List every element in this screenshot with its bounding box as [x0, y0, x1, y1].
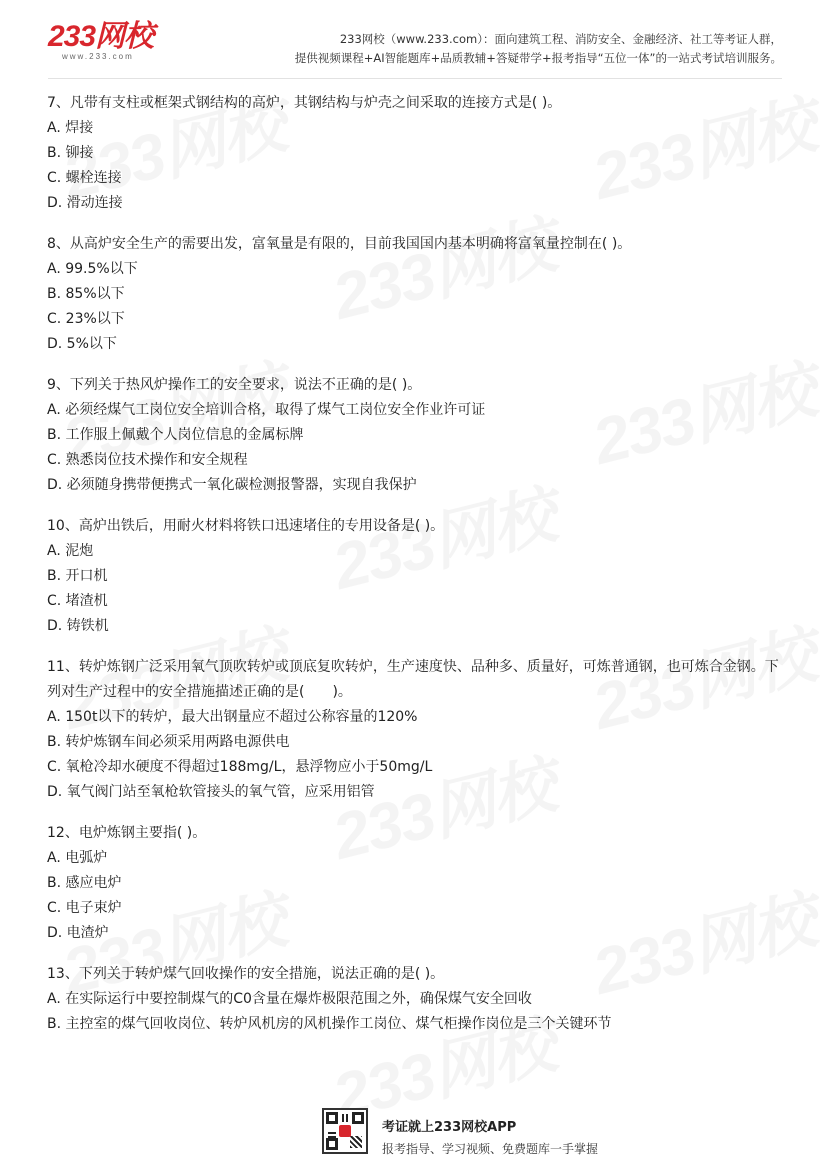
option-c: C. 23%以下: [47, 311, 125, 327]
question-stem: 8、从高炉安全生产的需要出发，富氧量是有限的，目前我国国内基本明确将富氧量控制在( )。: [47, 236, 632, 252]
option-a: A. 150t以下的转炉，最大出钢量应不超过公称容量的120%: [47, 709, 418, 725]
header-info: [295, 30, 782, 68]
option-b: B. 转炉炼钢车间必须采用两路电源供电: [47, 734, 290, 750]
question-7: [47, 91, 787, 216]
option-c: C. 熟悉岗位技术操作和安全规程: [47, 452, 248, 468]
question-9: [47, 373, 787, 498]
option-c: C. 螺栓连接: [47, 170, 122, 186]
question-stem: 12、电炉炼钢主要指( )。: [47, 825, 207, 841]
question-stem: 11、转炉炼钢广泛采用氧气顶吹转炉或顶底复吹转炉，生产速度快、品种多、质量好，可炼普通钢，也可炼合金钢。下列对生产过程中的安全措施描述正确的是( )。: [47, 659, 779, 700]
question-stem: 10、高炉出铁后，用耐火材料将铁口迅速堵住的专用设备是( )。: [47, 518, 445, 534]
logo-url: www.233.com: [62, 52, 134, 61]
question-stem: 7、凡带有支柱或框架式钢结构的高炉，其钢结构与炉壳之间采取的连接方式是( )。: [47, 95, 562, 111]
question-13: [47, 962, 787, 1037]
option-d: D. 铸铁机: [47, 618, 109, 634]
option-d: D. 氧气阀门站至氧枪软管接头的氧气管，应采用铝管: [47, 784, 375, 800]
option-d: D. 电渣炉: [47, 925, 109, 941]
question-12: [47, 821, 787, 946]
option-c: C. 氧枪冷却水硬度不得超过188mg/L，悬浮物应小于50mg/L: [47, 759, 433, 775]
option-d: D. 5%以下: [47, 336, 117, 352]
option-d: D. 必须随身携带便携式一氧化碳检测报警器，实现自我保护: [47, 477, 417, 493]
option-b: B. 主控室的煤气回收岗位、转炉风机房的风机操作工岗位、煤气柜操作岗位是三个关键环节: [47, 1016, 612, 1032]
logo: [48, 22, 153, 61]
question-8: [47, 232, 787, 357]
footer-title: 考证就上233网校APP: [382, 1120, 517, 1135]
option-a: A. 焊接: [47, 120, 94, 136]
option-a: A. 在实际运行中要控制煤气的C0含量在爆炸极限范围之外，确保煤气安全回收: [47, 991, 532, 1007]
option-a: A. 99.5%以下: [47, 261, 138, 277]
option-c: C. 堵渣机: [47, 593, 108, 609]
option-a: A. 电弧炉: [47, 850, 108, 866]
qr-code-icon: [322, 1108, 368, 1154]
page-header: [0, 0, 830, 80]
option-b: B. 工作服上佩戴个人岗位信息的金属标牌: [47, 427, 304, 443]
question-stem: 13、下列关于转炉煤气回收操作的安全措施，说法正确的是( )。: [47, 966, 445, 982]
option-b: B. 感应电炉: [47, 875, 122, 891]
option-c: C. 电子束炉: [47, 900, 122, 916]
option-b: B. 85%以下: [47, 286, 125, 302]
page-footer: [0, 1100, 830, 1174]
question-10: [47, 514, 787, 639]
logo-text: 233网校: [48, 20, 154, 53]
option-b: B. 铆接: [47, 145, 94, 161]
option-d: D. 滑动连接: [47, 195, 123, 211]
header-divider: [48, 78, 782, 79]
option-b: B. 开口机: [47, 568, 108, 584]
header-info-line1: 233网校（www.233.com）：面向建筑工程、消防安全、金融经济、社工等考证人群，: [339, 32, 782, 46]
question-list: [47, 91, 787, 1053]
option-a: A. 必须经煤气工岗位安全培训合格，取得了煤气工岗位安全作业许可证: [47, 402, 486, 418]
question-11: [47, 655, 787, 805]
question-stem: 9、下列关于热风炉操作工的安全要求，说法不正确的是( )。: [47, 377, 422, 393]
footer-subtitle: 报考指导、学习视频、免费题库一手掌握: [382, 1142, 599, 1156]
option-a: A. 泥炮: [47, 543, 94, 559]
header-info-line2: 提供视频课程+AI智能题库+品质教辅+答疑带学+报考指导“五位一体”的一站式考试培训服务。: [294, 51, 782, 65]
